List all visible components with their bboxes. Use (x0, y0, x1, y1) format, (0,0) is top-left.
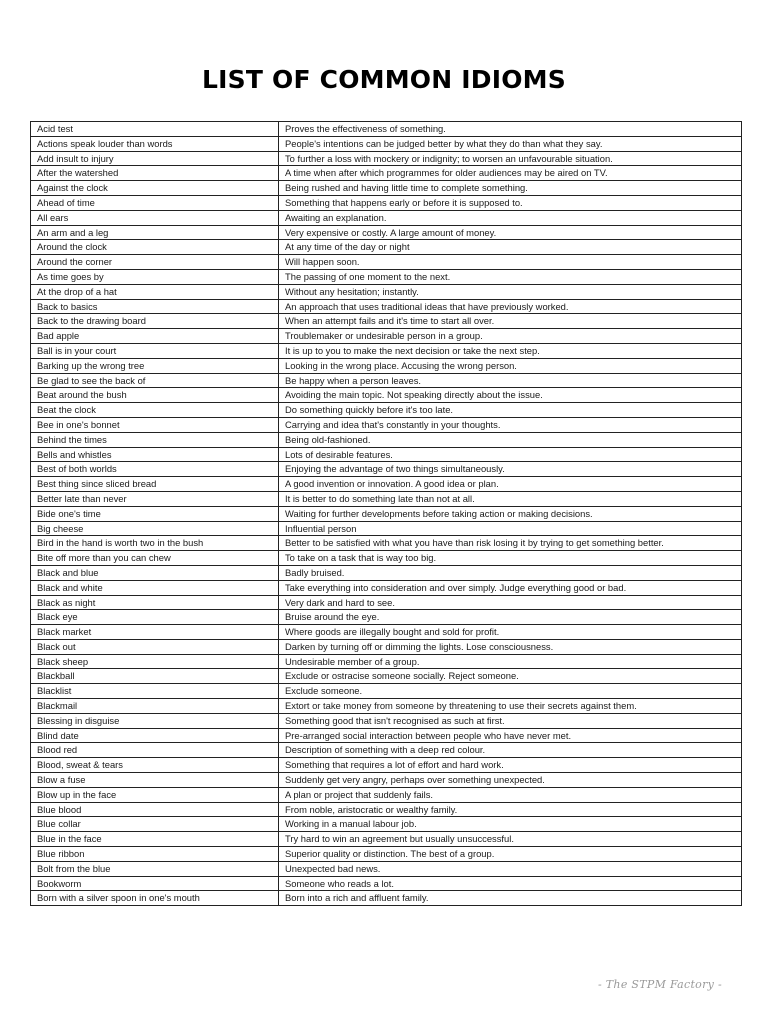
meaning-cell: Will happen soon. (279, 255, 742, 270)
table-row (31, 343, 742, 358)
meaning-cell: Without any hesitation; instantly. (279, 284, 742, 299)
meaning-cell: Darken by turning off or dimming the lights. Lose consciousness. (279, 639, 742, 654)
meaning-cell: Be happy when a person leaves. (279, 373, 742, 388)
table-row (31, 255, 742, 270)
idiom-cell: Bookworm (31, 876, 279, 891)
idiom-cell: Back to the drawing board (31, 314, 279, 329)
meaning-cell: Proves the effectiveness of something. (279, 122, 742, 137)
meaning-cell: Pre-arranged social interaction between people who have never met. (279, 728, 742, 743)
meaning-cell: Better to be satisfied with what you have than risk losing it by trying to get something better. (279, 536, 742, 551)
idiom-cell: Born with a silver spoon in one's mouth (31, 891, 279, 906)
idiom-cell: Bells and whistles (31, 447, 279, 462)
table-row (31, 847, 742, 862)
meaning-cell: Exclude or ostracise someone socially. Reject someone. (279, 669, 742, 684)
idiom-cell: Blow up in the face (31, 787, 279, 802)
meaning-cell: Very expensive or costly. A large amount of money. (279, 225, 742, 240)
meaning-cell: Looking in the wrong place. Accusing the wrong person. (279, 358, 742, 373)
meaning-cell: Try hard to win an agreement but usually unsuccessful. (279, 832, 742, 847)
table-row (31, 462, 742, 477)
table-row (31, 758, 742, 773)
table-row (31, 684, 742, 699)
meaning-cell: Enjoying the advantage of two things simultaneously. (279, 462, 742, 477)
table-row (31, 225, 742, 240)
idiom-cell: Blow a fuse (31, 773, 279, 788)
meaning-cell: Carrying and idea that's constantly in your thoughts. (279, 417, 742, 432)
meaning-cell: Where goods are illegally bought and sold for profit. (279, 625, 742, 640)
table-row (31, 536, 742, 551)
table-row (31, 580, 742, 595)
idiom-cell: Bad apple (31, 329, 279, 344)
table-row (31, 699, 742, 714)
table-row (31, 181, 742, 196)
table-row (31, 861, 742, 876)
idioms-table (30, 121, 742, 906)
idiom-cell: Blue blood (31, 802, 279, 817)
table-row (31, 802, 742, 817)
idiom-cell: Beat around the bush (31, 388, 279, 403)
meaning-cell: Exclude someone. (279, 684, 742, 699)
meaning-cell: Very dark and hard to see. (279, 595, 742, 610)
table-row (31, 151, 742, 166)
table-row (31, 284, 742, 299)
table-row (31, 477, 742, 492)
idiom-cell: Black sheep (31, 654, 279, 669)
idiom-cell: Actions speak louder than words (31, 136, 279, 151)
meaning-cell: It is up to you to make the next decision or take the next step. (279, 343, 742, 358)
idioms-table-body (31, 122, 742, 906)
idiom-cell: Barking up the wrong tree (31, 358, 279, 373)
table-row (31, 136, 742, 151)
meaning-cell: A plan or project that suddenly fails. (279, 787, 742, 802)
meaning-cell: Extort or take money from someone by threatening to use their secrets against them. (279, 699, 742, 714)
meaning-cell: Do something quickly before it's too late. (279, 403, 742, 418)
idiom-cell: Bide one's time (31, 506, 279, 521)
meaning-cell: An approach that uses traditional ideas that have previously worked. (279, 299, 742, 314)
table-row (31, 491, 742, 506)
idiom-cell: Blue in the face (31, 832, 279, 847)
idiom-cell: All ears (31, 210, 279, 225)
meaning-cell: A time when after which programmes for older audiences may be aired on TV. (279, 166, 742, 181)
meaning-cell: Being old-fashioned. (279, 432, 742, 447)
table-row (31, 743, 742, 758)
idiom-cell: Behind the times (31, 432, 279, 447)
idiom-cell: Black and blue (31, 565, 279, 580)
table-row (31, 432, 742, 447)
idiom-cell: Blood, sweat & tears (31, 758, 279, 773)
table-row (31, 713, 742, 728)
idiom-cell: Beat the clock (31, 403, 279, 418)
idiom-cell: Blue collar (31, 817, 279, 832)
table-row (31, 506, 742, 521)
table-row (31, 773, 742, 788)
idiom-cell: Best thing since sliced bread (31, 477, 279, 492)
idiom-cell: Bolt from the blue (31, 861, 279, 876)
idiom-cell: Around the corner (31, 255, 279, 270)
idiom-cell: Blackball (31, 669, 279, 684)
meaning-cell: Take everything into consideration and over simply. Judge everything good or bad. (279, 580, 742, 595)
idiom-cell: Black out (31, 639, 279, 654)
meaning-cell: Something that requires a lot of effort and hard work. (279, 758, 742, 773)
table-row (31, 358, 742, 373)
meaning-cell: Description of something with a deep red colour. (279, 743, 742, 758)
idiom-cell: Better late than never (31, 491, 279, 506)
meaning-cell: Troublemaker or undesirable person in a group. (279, 329, 742, 344)
idiom-cell: Blackmail (31, 699, 279, 714)
meaning-cell: A good invention or innovation. A good idea or plan. (279, 477, 742, 492)
meaning-cell: Bruise around the eye. (279, 610, 742, 625)
table-row (31, 388, 742, 403)
idiom-cell: Best of both worlds (31, 462, 279, 477)
idiom-cell: Black as night (31, 595, 279, 610)
idiom-cell: Bird in the hand is worth two in the bush (31, 536, 279, 551)
idiom-cell: Black and white (31, 580, 279, 595)
meaning-cell: Influential person (279, 521, 742, 536)
meaning-cell: Lots of desirable features. (279, 447, 742, 462)
meaning-cell: Badly bruised. (279, 565, 742, 580)
table-row (31, 728, 742, 743)
idiom-cell: Blacklist (31, 684, 279, 699)
table-row (31, 314, 742, 329)
table-row (31, 240, 742, 255)
table-row (31, 876, 742, 891)
meaning-cell: It is better to do something late than not at all. (279, 491, 742, 506)
idiom-cell: Big cheese (31, 521, 279, 536)
table-row (31, 832, 742, 847)
table-row (31, 565, 742, 580)
idiom-cell: Black eye (31, 610, 279, 625)
table-row (31, 654, 742, 669)
table-row (31, 625, 742, 640)
meaning-cell: Being rushed and having little time to complete something. (279, 181, 742, 196)
table-row (31, 787, 742, 802)
idiom-cell: Around the clock (31, 240, 279, 255)
table-row (31, 551, 742, 566)
page-title: LIST OF COMMON IDIOMS (202, 65, 566, 94)
table-row (31, 269, 742, 284)
meaning-cell: Something good that isn't recognised as such at first. (279, 713, 742, 728)
meaning-cell: Unexpected bad news. (279, 861, 742, 876)
idiom-cell: Acid test (31, 122, 279, 137)
table-row (31, 669, 742, 684)
idiom-cell: As time goes by (31, 269, 279, 284)
idiom-cell: Black market (31, 625, 279, 640)
meaning-cell: Someone who reads a lot. (279, 876, 742, 891)
table-row (31, 373, 742, 388)
table-row (31, 610, 742, 625)
idiom-cell: Blood red (31, 743, 279, 758)
idiom-cell: Against the clock (31, 181, 279, 196)
table-row (31, 122, 742, 137)
meaning-cell: Undesirable member of a group. (279, 654, 742, 669)
meaning-cell: Something that happens early or before it is supposed to. (279, 195, 742, 210)
meaning-cell: Waiting for further developments before taking action or making decisions. (279, 506, 742, 521)
table-row (31, 417, 742, 432)
idiom-cell: Be glad to see the back of (31, 373, 279, 388)
meaning-cell: Suddenly get very angry, perhaps over something unexpected. (279, 773, 742, 788)
table-row (31, 299, 742, 314)
idiom-cell: Bite off more than you can chew (31, 551, 279, 566)
table-row (31, 329, 742, 344)
table-row (31, 403, 742, 418)
idiom-cell: Ahead of time (31, 195, 279, 210)
table-row (31, 210, 742, 225)
meaning-cell: Born into a rich and affluent family. (279, 891, 742, 906)
meaning-cell: Superior quality or distinction. The best of a group. (279, 847, 742, 862)
table-row (31, 891, 742, 906)
table-row (31, 447, 742, 462)
meaning-cell: When an attempt fails and it's time to start all over. (279, 314, 742, 329)
meaning-cell: Working in a manual labour job. (279, 817, 742, 832)
meaning-cell: Awaiting an explanation. (279, 210, 742, 225)
meaning-cell: Avoiding the main topic. Not speaking directly about the issue. (279, 388, 742, 403)
idiom-cell: Add insult to injury (31, 151, 279, 166)
table-row (31, 521, 742, 536)
table-row (31, 166, 742, 181)
meaning-cell: To take on a task that is way too big. (279, 551, 742, 566)
idiom-cell: Ball is in your court (31, 343, 279, 358)
meaning-cell: People's intentions can be judged better by what they do than what they say. (279, 136, 742, 151)
meaning-cell: To further a loss with mockery or indignity; to worsen an unfavourable situation. (279, 151, 742, 166)
idiom-cell: Blue ribbon (31, 847, 279, 862)
idiom-cell: Bee in one's bonnet (31, 417, 279, 432)
table-row (31, 195, 742, 210)
idiom-cell: An arm and a leg (31, 225, 279, 240)
meaning-cell: The passing of one moment to the next. (279, 269, 742, 284)
idiom-cell: Blind date (31, 728, 279, 743)
idiom-cell: Back to basics (31, 299, 279, 314)
idiom-cell: After the watershed (31, 166, 279, 181)
meaning-cell: From noble, aristocratic or wealthy family. (279, 802, 742, 817)
table-row (31, 595, 742, 610)
idiom-cell: Blessing in disguise (31, 713, 279, 728)
footer-watermark: - The STPM Factory - (597, 978, 722, 991)
idiom-cell: At the drop of a hat (31, 284, 279, 299)
table-row (31, 817, 742, 832)
meaning-cell: At any time of the day or night (279, 240, 742, 255)
table-row (31, 639, 742, 654)
